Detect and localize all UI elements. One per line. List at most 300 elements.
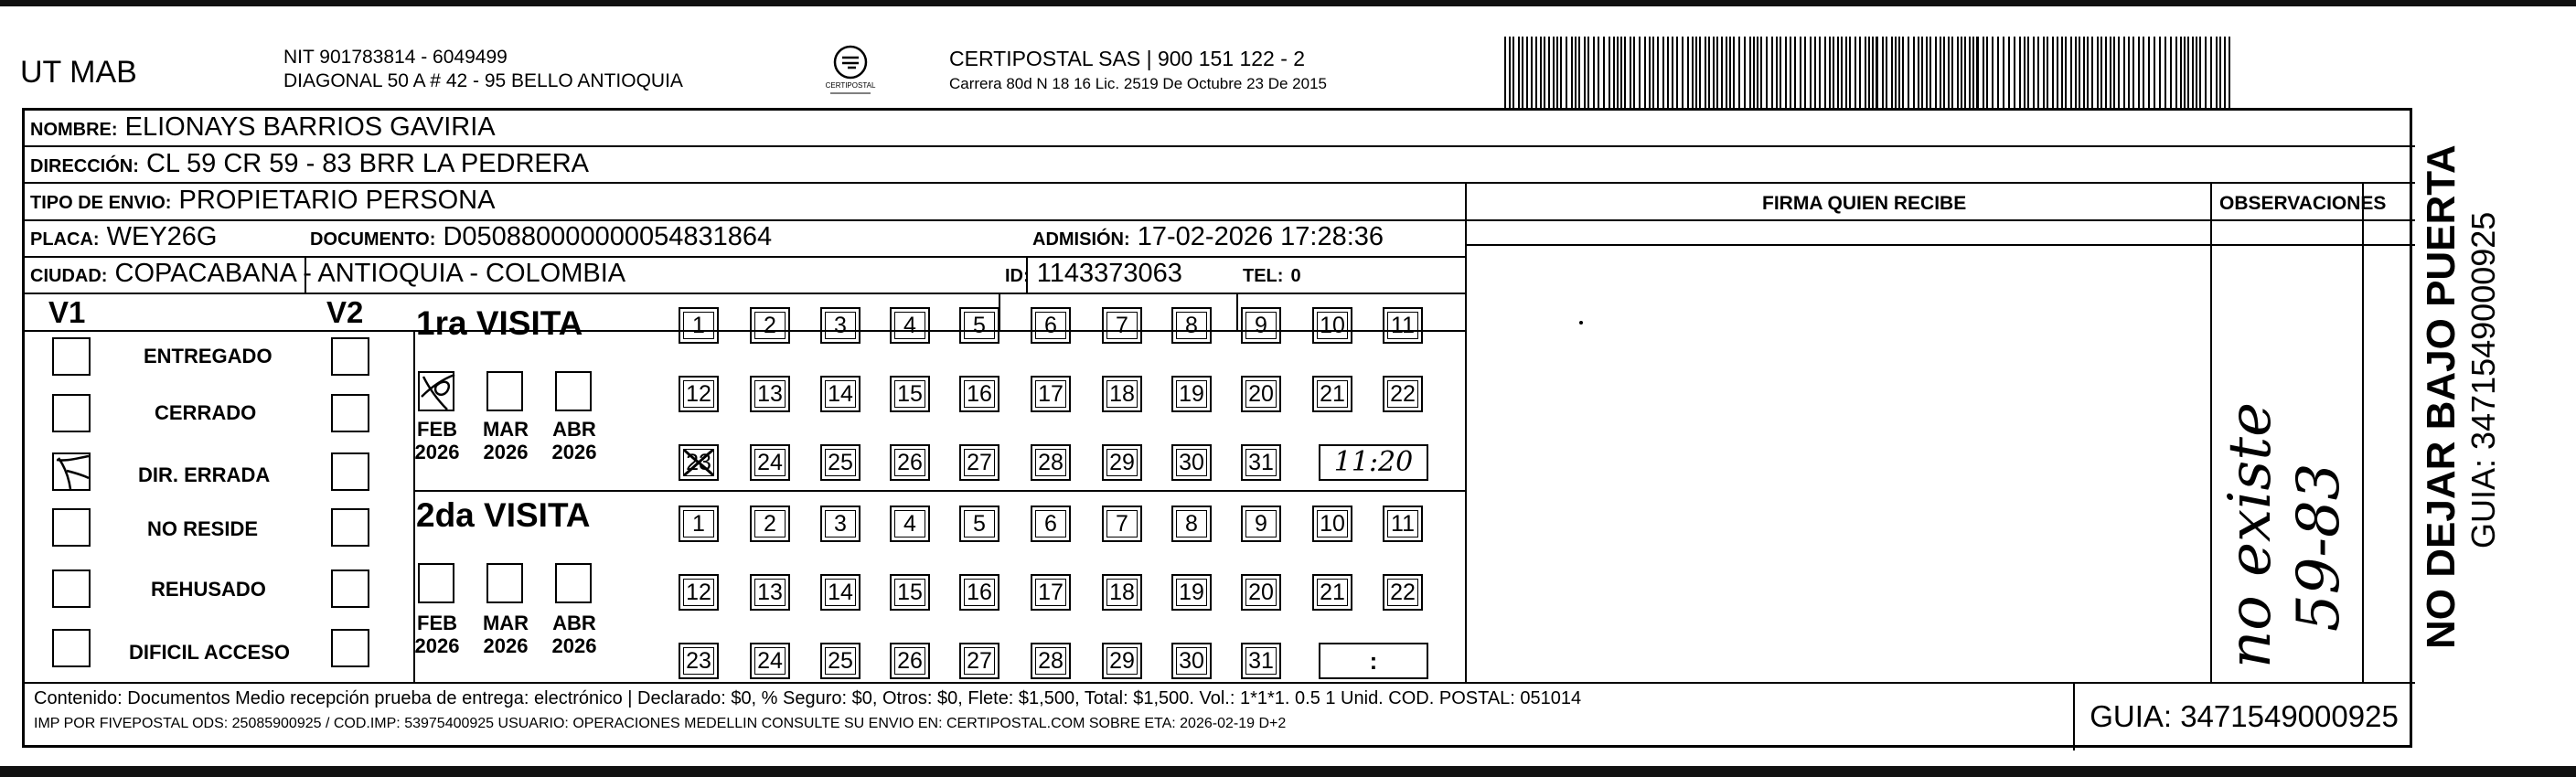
barcode-bar (1833, 37, 1834, 110)
second-visit-day-29[interactable]: 29 (1102, 643, 1142, 679)
second-visit-day-5[interactable]: 5 (959, 506, 999, 542)
barcode-bar (2187, 37, 2189, 110)
barcode-bar (2154, 37, 2155, 110)
barcode-bar (2079, 37, 2080, 110)
second-visit-day-27[interactable]: 27 (959, 643, 999, 679)
v2-dir-errada-checkbox[interactable] (331, 452, 369, 491)
month-name: ABR (552, 612, 596, 634)
barcode-bar (1613, 37, 1615, 110)
barcode-bar (1785, 37, 1787, 110)
row-divider (25, 293, 1465, 294)
certipostal-logo (823, 42, 878, 99)
barcode-bar (2224, 37, 2226, 110)
check-mark-icon (54, 454, 92, 493)
second-visit-day-19[interactable]: 19 (1171, 574, 1212, 611)
barcode-bar (1667, 37, 1669, 110)
barcode-bar (1526, 37, 1528, 110)
first-visit-day-4[interactable]: 4 (890, 307, 930, 344)
first-visit-day-14[interactable]: 14 (820, 376, 860, 412)
barcode-bar (1512, 37, 1514, 110)
barcode-bar (1633, 37, 1635, 110)
barcode-bar (2113, 37, 2115, 110)
first-visit-day-17[interactable]: 17 (1031, 376, 1071, 412)
admision-field (1032, 222, 1384, 252)
second-visit-day-10[interactable]: 10 (1312, 506, 1352, 542)
barcode-bar (1553, 37, 1555, 110)
barcode-bar (1584, 37, 1586, 110)
barcode-bar (1859, 37, 1861, 110)
second-visit-mar-checkbox[interactable] (486, 563, 523, 603)
first-visit-mar-label (477, 418, 534, 463)
barcode-bar (1705, 37, 1706, 110)
first-visit-day-24[interactable]: 24 (750, 444, 790, 481)
barcode-bar (2033, 37, 2035, 110)
barcode-bar (1630, 37, 1631, 110)
tipo-envio-value: PROPIETARIO PERSONA (178, 186, 496, 215)
second-visit-day-3[interactable]: 3 (820, 506, 860, 542)
first-visit-title: 1ra VISITA (416, 304, 583, 342)
no-reside-label: NO RESIDE (147, 517, 259, 540)
second-visit-day-18[interactable]: 18 (1102, 574, 1142, 611)
barcode-bar (1598, 37, 1599, 110)
second-visit-day-7[interactable]: 7 (1102, 506, 1142, 542)
month-name: MAR (482, 612, 529, 634)
first-visit-day-18[interactable]: 18 (1102, 376, 1142, 412)
barcode-bar (1908, 37, 1909, 110)
barcode-bar (1509, 37, 1511, 110)
barcode-bar (1692, 37, 1694, 110)
second-visit-day-13[interactable]: 13 (750, 574, 790, 611)
barcode-bar (1620, 37, 1622, 110)
barcode-bar (1609, 37, 1610, 110)
row-divider (25, 256, 1465, 258)
first-visit-day-26[interactable]: 26 (890, 444, 930, 481)
first-visit-mar-checkbox[interactable] (486, 371, 523, 411)
address-line: DIAGONAL 50 A # 42 - 95 BELLO ANTIOQUIA (283, 70, 683, 91)
barcode-bar (1865, 37, 1866, 110)
barcode-bar (1587, 37, 1589, 110)
v2-cerrado-checkbox[interactable] (331, 394, 369, 432)
firma-header: FIRMA QUIEN RECIBE (1762, 193, 1967, 214)
observaciones-header: OBSERVACIONES (2219, 193, 2387, 214)
first-visit-day-5[interactable]: 5 (959, 307, 999, 344)
company-nit-block (283, 46, 683, 93)
barcode-bar (2229, 37, 2230, 110)
v2-header: V2 (326, 295, 364, 329)
carrier-license: Carrera 80d N 18 16 Lic. 2519 De Octubre 23 De 2015 (949, 75, 1327, 92)
barcode-bar (2184, 37, 2186, 110)
second-visit-day-2[interactable]: 2 (750, 506, 790, 542)
second-visit-day-15[interactable]: 15 (890, 574, 930, 611)
second-visit-time-field[interactable]: : (1319, 643, 1428, 679)
barcode-bar (1518, 37, 1520, 110)
first-visit-feb-checkbox[interactable] (418, 371, 454, 411)
barcode-bar (1913, 37, 1915, 110)
col-divider (1236, 293, 1238, 330)
documento-value: D050880000000054831864 (443, 222, 773, 251)
id-field (1005, 259, 1182, 289)
barcode-bar (1841, 37, 1843, 110)
second-visit-day-24[interactable]: 24 (750, 643, 790, 679)
dir-errada-label: DIR. ERRADA (138, 463, 271, 486)
barcode-bar (1729, 37, 1731, 110)
documento-label: DOCUMENTO: (310, 229, 436, 250)
barcode-bar (1766, 37, 1768, 110)
barcode-bar (2057, 37, 2058, 110)
barcode-bar (1695, 37, 1697, 110)
first-visit-abr-label (546, 418, 603, 463)
nit-line: NIT 901783814 - 6049499 (283, 47, 508, 68)
second-visit-day-11[interactable]: 11 (1383, 506, 1423, 542)
first-visit-day-9[interactable]: 9 (1241, 307, 1281, 344)
col-divider (1465, 182, 1467, 682)
v2-rehusado-checkbox[interactable] (331, 569, 369, 608)
barcode-bar (1943, 37, 1945, 110)
barcode-bar (1560, 37, 1562, 110)
bottom-edge-bar (0, 766, 2576, 777)
barcode-bar (2216, 37, 2218, 110)
first-visit-day-7[interactable]: 7 (1102, 307, 1142, 344)
barcode-bar (1593, 37, 1595, 110)
cerrado-label: CERRADO (155, 401, 257, 424)
second-visit-day-28[interactable]: 28 (1031, 643, 1071, 679)
second-visit-day-17[interactable]: 17 (1031, 574, 1071, 611)
barcode-bar (2175, 37, 2177, 110)
second-visit-title: 2da VISITA (416, 496, 591, 534)
first-visit-day-1[interactable]: 1 (679, 307, 719, 344)
row-divider (1465, 244, 2415, 246)
barcode-bar (1837, 37, 1839, 110)
first-visit-day-8[interactable]: 8 (1171, 307, 1212, 344)
barcode-bar (1895, 37, 1897, 110)
barcode-bar (1753, 37, 1755, 110)
v1-dir-errada-checkbox[interactable] (52, 452, 91, 491)
first-visit-day-10[interactable]: 10 (1312, 307, 1352, 344)
contents-line: Contenido: Documentos Medio recepción prueba de entrega: electrónico | Declarado: $0, % Seguro: $0, Otros: $0, Flete: $1,500, Total: $1,500. Vol.: 1*1*1. 0.5 1 Unid. COD. POSTAL: 051014 (34, 688, 1582, 708)
second-visit-day-26[interactable]: 26 (890, 643, 930, 679)
first-visit-day-27[interactable]: 27 (959, 444, 999, 481)
barcode-bar (1961, 37, 1962, 110)
barcode-bar (1824, 37, 1826, 110)
barcode-bar (1872, 37, 1874, 110)
barcode-bar (1829, 37, 1831, 110)
first-visit-day-2[interactable]: 2 (750, 307, 790, 344)
barcode-bar (1760, 37, 1762, 110)
barcode-bar (1891, 37, 1893, 110)
observation-line-2: 59-83 (2285, 463, 2353, 632)
barcode-bar (1652, 37, 1654, 110)
first-visit-day-19[interactable]: 19 (1171, 376, 1212, 412)
barcode-bar (1886, 37, 1887, 110)
first-visit-day-6[interactable]: 6 (1031, 307, 1071, 344)
second-visit-day-8[interactable]: 8 (1171, 506, 1212, 542)
logo-text: CERTIPOSTAL (825, 81, 876, 90)
first-visit-day-16[interactable]: 16 (959, 376, 999, 412)
second-visit-abr-checkbox[interactable] (555, 563, 592, 603)
barcode-bar (1951, 37, 1953, 110)
month-year: 2026 (551, 634, 597, 657)
first-visit-day-15[interactable]: 15 (890, 376, 930, 412)
barcode-bar (1969, 37, 1971, 110)
month-name: MAR (482, 418, 529, 441)
month-year: 2026 (483, 634, 529, 657)
placa-label: PLACA: (30, 229, 100, 250)
carrier-name: CERTIPOSTAL SAS | 900 151 122 - 2 (949, 47, 1306, 70)
ciudad-label: CIUDAD: (30, 266, 108, 286)
top-edge-bar (0, 0, 2576, 6)
first-visit-day-31[interactable]: 31 (1241, 444, 1281, 481)
v2-dificil-acceso-checkbox[interactable] (331, 629, 369, 667)
second-visit-feb-checkbox[interactable] (418, 563, 454, 603)
barcode-bar (2219, 37, 2221, 110)
barcode-bar (1929, 37, 1931, 110)
barcode-bar (2196, 37, 2197, 110)
second-visit-day-16[interactable]: 16 (959, 574, 999, 611)
first-visit-day-29[interactable]: 29 (1102, 444, 1142, 481)
barcode-bar (1639, 37, 1641, 110)
barcode-bar (1624, 37, 1626, 110)
v1-no-reside-checkbox[interactable] (52, 508, 91, 547)
id-value: 1143373063 (1036, 259, 1182, 288)
second-visit-day-4[interactable]: 4 (890, 506, 930, 542)
barcode-bar (1556, 37, 1558, 110)
barcode-bar (2061, 37, 2063, 110)
nombre-field (30, 112, 496, 143)
barcode-bar (1644, 37, 1646, 110)
first-visit-day-21[interactable]: 21 (1312, 376, 1352, 412)
first-visit-day-23[interactable] (679, 444, 719, 481)
barcode-bar (1504, 37, 1506, 110)
barcode-bar (1682, 37, 1683, 110)
second-visit-day-31[interactable]: 31 (1241, 643, 1281, 679)
barcode-bar (2037, 37, 2039, 110)
dificil-acceso-label: DIFICIL ACCESO (129, 641, 291, 664)
barcode-bar (1716, 37, 1718, 110)
barcode-bar (2143, 37, 2144, 110)
barcode-bar (2105, 37, 2107, 110)
barcode-bar (2027, 37, 2029, 110)
barcode-bar (1921, 37, 1923, 110)
nombre-label: NOMBRE: (30, 120, 118, 140)
month-year: 2026 (414, 441, 460, 463)
barcode-bar (2065, 37, 2067, 110)
barcode-bar (1522, 37, 1523, 110)
second-visit-day-14[interactable]: 14 (820, 574, 860, 611)
barcode-bar (2003, 37, 2004, 110)
col-divider (2210, 182, 2212, 682)
tipo-envio-field (30, 186, 495, 216)
barcode-bar (1738, 37, 1740, 110)
barcode-bar (1918, 37, 1919, 110)
barcode-bar (2019, 37, 2021, 110)
barcode-bar (2052, 37, 2054, 110)
first-visit-abr-checkbox[interactable] (555, 371, 592, 411)
barcode-bar (2110, 37, 2111, 110)
row-divider (25, 182, 2415, 184)
month-year: 2026 (483, 441, 529, 463)
direccion-value: CL 59 CR 59 - 83 BRR LA PEDRERA (145, 149, 590, 178)
barcode-bar (1957, 37, 1959, 110)
barcode-bar (1940, 37, 1941, 110)
second-visit-day-22[interactable]: 22 (1383, 574, 1423, 611)
barcode-bar (1548, 37, 1550, 110)
second-visit-day-30[interactable]: 30 (1171, 643, 1212, 679)
first-visit-time-field[interactable]: 11:20 (1319, 444, 1428, 481)
signature-mark (1579, 321, 1583, 325)
barcode-bar (2205, 37, 2207, 110)
tel-value: 0 (1290, 266, 1301, 286)
barcode-bar (1575, 37, 1577, 110)
first-visit-day-12[interactable]: 12 (679, 376, 719, 412)
barcode-bar (1708, 37, 1710, 110)
first-visit-day-13[interactable]: 13 (750, 376, 790, 412)
barcode-bar (2097, 37, 2099, 110)
barcode-bar (2170, 37, 2172, 110)
month-name: FEB (417, 418, 457, 441)
second-visit-day-25[interactable]: 25 (820, 643, 860, 679)
barcode-bar (1855, 37, 1856, 110)
barcode-bar (2138, 37, 2140, 110)
side-guia-number: GUIA: 3471549000925 (2464, 211, 2502, 548)
visit-divider (413, 490, 1465, 492)
first-visit-day-11[interactable]: 11 (1383, 307, 1423, 344)
month-name: FEB (417, 612, 457, 634)
barcode-bar (1997, 37, 1999, 110)
carrier-block (949, 46, 1327, 97)
barcode-bar (1662, 37, 1664, 110)
barcode-bar (1800, 37, 1801, 110)
v2-entregado-checkbox[interactable] (331, 337, 369, 376)
barcode (1504, 37, 2236, 110)
check-mark-icon (420, 373, 456, 413)
barcode-bar (1687, 37, 1689, 110)
barcode-bar (1672, 37, 1673, 110)
v1-cerrado-checkbox[interactable] (52, 394, 91, 432)
ciudad-field (30, 259, 625, 289)
first-visit-day-28[interactable]: 28 (1031, 444, 1071, 481)
barcode-bar (1882, 37, 1884, 110)
barcode-bar (1699, 37, 1701, 110)
barcode-bar (1935, 37, 1937, 110)
barcode-bar (2070, 37, 2072, 110)
rehusado-label: REHUSADO (151, 578, 266, 601)
barcode-bar (2083, 37, 2085, 110)
direccion-field (30, 149, 589, 179)
barcode-bar (1790, 37, 1791, 110)
barcode-bar (1794, 37, 1796, 110)
second-visit-abr-label (546, 612, 603, 657)
second-visit-day-1[interactable]: 1 (679, 506, 719, 542)
documento-field (310, 222, 772, 252)
v1-dificil-acceso-checkbox[interactable] (52, 629, 91, 667)
barcode-bar (2128, 37, 2130, 110)
first-visit-day-30[interactable]: 30 (1171, 444, 1212, 481)
barcode-bar (2075, 37, 2077, 110)
shipping-form (22, 108, 2412, 748)
admision-label: ADMISIÓN: (1032, 229, 1130, 250)
barcode-bar (1780, 37, 1781, 110)
barcode-bar (2192, 37, 2194, 110)
barcode-bar (2123, 37, 2125, 110)
v1-rehusado-checkbox[interactable] (52, 569, 91, 608)
barcode-bar (1544, 37, 1545, 110)
entregado-label: ENTREGADO (144, 345, 273, 367)
barcode-bar (1771, 37, 1773, 110)
barcode-bar (2210, 37, 2212, 110)
second-visit-day-6[interactable]: 6 (1031, 506, 1071, 542)
first-visit-day-22[interactable]: 22 (1383, 376, 1423, 412)
barcode-bar (1976, 37, 1979, 110)
v2-no-reside-checkbox[interactable] (331, 508, 369, 547)
first-visit-day-25[interactable]: 25 (820, 444, 860, 481)
nombre-value: ELIONAYS BARRIOS GAVIRIA (124, 112, 496, 142)
barcode-bar (1566, 37, 1567, 110)
first-visit-feb-label (409, 418, 465, 463)
barcode-bar (1571, 37, 1573, 110)
tel-field (1243, 259, 1301, 289)
month-year: 2026 (551, 441, 597, 463)
first-visit-day-20[interactable]: 20 (1241, 376, 1281, 412)
month-name: ABR (552, 418, 596, 441)
barcode-bar (1849, 37, 1851, 110)
barcode-bar (2148, 37, 2150, 110)
barcode-bar (2100, 37, 2102, 110)
tel-label: TEL: (1243, 266, 1284, 286)
second-visit-day-23[interactable]: 23 (679, 643, 719, 679)
barcode-bar (2024, 37, 2026, 110)
id-label: ID: (1005, 266, 1030, 286)
second-visit-day-9[interactable]: 9 (1241, 506, 1281, 542)
tipo-envio-label: TIPO DE ENVIO: (30, 193, 172, 213)
second-visit-mar-label (477, 612, 534, 657)
barcode-bar (1649, 37, 1651, 110)
barcode-bar (2180, 37, 2182, 110)
month-year: 2026 (414, 634, 460, 657)
barcode-bar (1749, 37, 1751, 110)
observation-line-1: no existe (2217, 402, 2284, 668)
barcode-bar (2132, 37, 2134, 110)
handwritten-observation (2215, 348, 2357, 677)
second-visit-day-12[interactable]: 12 (679, 574, 719, 611)
barcode-bar (1819, 37, 1821, 110)
first-visit-day-3[interactable]: 3 (820, 307, 860, 344)
barcode-bar (1531, 37, 1533, 110)
barcode-bar (2118, 37, 2120, 110)
barcode-bar (1657, 37, 1659, 110)
second-visit-day-21[interactable]: 21 (1312, 574, 1352, 611)
barcode-bar (1757, 37, 1758, 110)
barcode-bar (1810, 37, 1812, 110)
barcode-bar (2159, 37, 2161, 110)
barcode-bar (1578, 37, 1580, 110)
barcode-bar (1948, 37, 1950, 110)
barcode-bar (1868, 37, 1870, 110)
col-divider (2362, 182, 2364, 682)
barcode-bar (2091, 37, 2093, 110)
direccion-label: DIRECCIÓN: (30, 156, 139, 176)
barcode-bar (2087, 37, 2089, 110)
v1-entregado-checkbox[interactable] (52, 337, 91, 376)
barcode-bar (1986, 37, 1988, 110)
barcode-bar (2047, 37, 2048, 110)
barcode-bar (1845, 37, 1847, 110)
footer-divider (25, 682, 2415, 684)
second-visit-feb-label (409, 612, 465, 657)
admision-value: 17-02-2026 17:28:36 (1137, 222, 1384, 251)
second-visit-day-20[interactable]: 20 (1241, 574, 1281, 611)
barcode-bar (1926, 37, 1928, 110)
barcode-bar (1721, 37, 1723, 110)
